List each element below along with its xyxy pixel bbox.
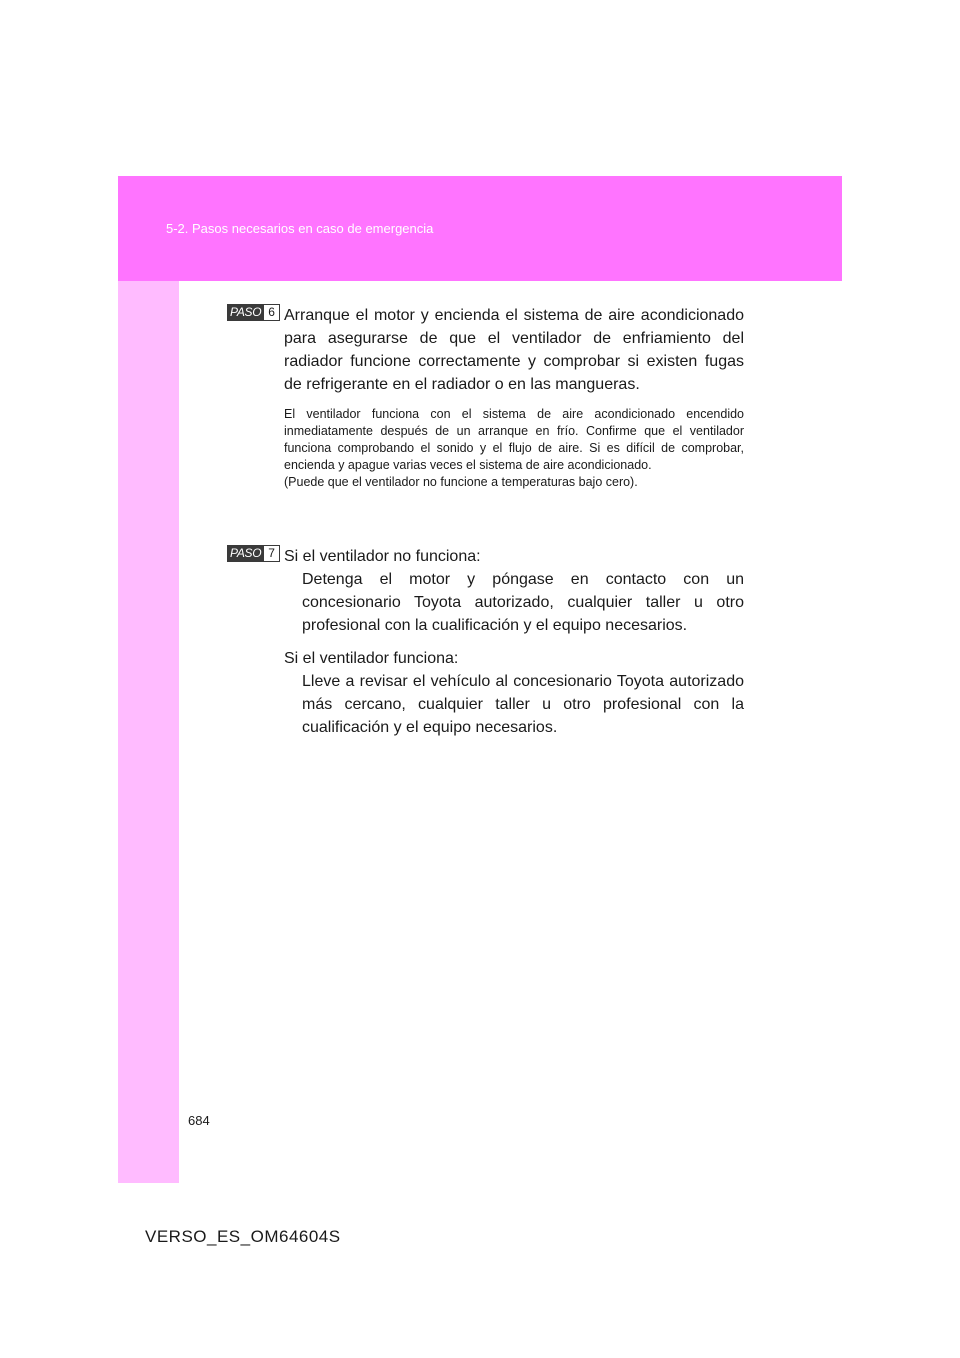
section-title: 5-2. Pasos necesarios en caso de emergencia <box>166 221 434 236</box>
step-7 <box>227 545 744 739</box>
step-instruction: Arranque el motor y encienda el sistema de aire acondicionado para asegurarse de que el ventilador de enfriamiento del radiador funcione correctamente y comprobar si existen fugas de refrigerante en el radiador o en las mangueras. <box>284 307 744 393</box>
step-note: El ventilador funciona con el sistema de aire acondicionado encendido inmediatamente después de un arranque en frío. Confirme que el ventilador funciona comprobando el sonido y el flujo de aire. Si es difícil de comprobar, encienda y apague varias veces el sistema de aire acondicionado. <box>284 407 744 472</box>
step-badge-label: PASO <box>227 545 264 562</box>
page-number: 684 <box>188 1113 210 1128</box>
side-tab-band <box>118 281 179 1183</box>
step-note-secondary: (Puede que el ventilador no funcione a temperaturas bajo cero). <box>284 475 638 489</box>
step-badge-number: 6 <box>264 304 280 321</box>
condition-instruction: Detenga el motor y póngase en contacto con un concesionario Toyota autorizado, cualquier taller u otro profesional con la cualificación y el equipo necesarios. <box>302 571 744 634</box>
step-badge <box>227 304 280 321</box>
condition-label: Si el ventilador funciona: <box>284 650 459 667</box>
document-code: VERSO_ES_OM64604S <box>145 1227 341 1246</box>
step-6 <box>227 304 744 491</box>
condition-label: Si el ventilador no funciona: <box>284 548 481 565</box>
section-header-band <box>118 176 842 281</box>
step-badge-number: 7 <box>264 545 280 562</box>
step-badge <box>227 545 280 562</box>
condition-instruction: Lleve a revisar el vehículo al concesionario Toyota autorizado más cercano, cualquier taller u otro profesional con la cualificación y el equipo necesarios. <box>302 673 744 736</box>
step-badge-label: PASO <box>227 304 264 321</box>
